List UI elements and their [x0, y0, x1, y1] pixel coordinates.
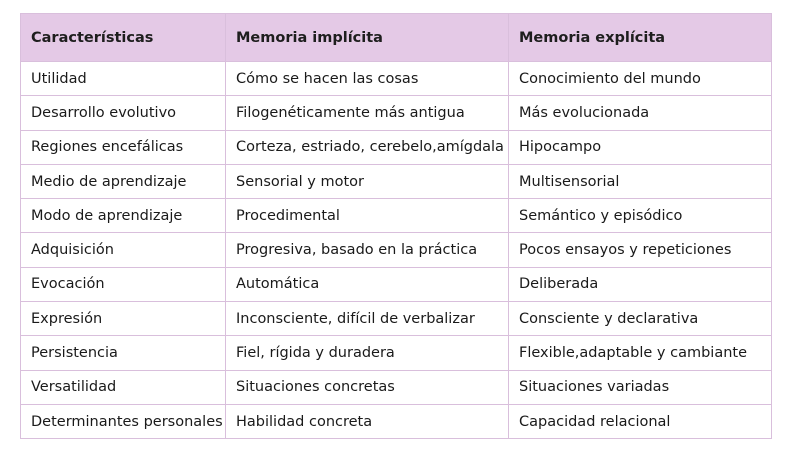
implicit-cell: Automática — [226, 267, 509, 301]
explicit-cell: Multisensorial — [509, 164, 772, 198]
explicit-cell: Situaciones variadas — [509, 370, 772, 404]
table-row — [21, 336, 772, 370]
row-label: Evocación — [21, 267, 226, 301]
implicit-cell: Cómo se hacen las cosas — [226, 62, 509, 96]
implicit-cell: Corteza, estriado, cerebelo,amígdala — [226, 130, 509, 164]
table-row — [21, 404, 772, 438]
header-caracteristicas: Características — [21, 14, 226, 62]
implicit-cell: Inconsciente, difícil de verbalizar — [226, 302, 509, 336]
explicit-cell: Más evolucionada — [509, 96, 772, 130]
explicit-cell: Semántico y episódico — [509, 199, 772, 233]
row-label: Expresión — [21, 302, 226, 336]
row-label: Desarrollo evolutivo — [21, 96, 226, 130]
row-label: Adquisición — [21, 233, 226, 267]
explicit-cell: Pocos ensayos y repeticiones — [509, 233, 772, 267]
table-row — [21, 267, 772, 301]
implicit-cell: Sensorial y motor — [226, 164, 509, 198]
table-row — [21, 130, 772, 164]
row-label: Persistencia — [21, 336, 226, 370]
table-row — [21, 233, 772, 267]
comparison-table-container — [20, 13, 771, 439]
header-memoria-implicita: Memoria implícita — [226, 14, 509, 62]
table-header-row — [21, 14, 772, 62]
row-label: Medio de aprendizaje — [21, 164, 226, 198]
row-label: Utilidad — [21, 62, 226, 96]
table-row — [21, 370, 772, 404]
row-label: Regiones encefálicas — [21, 130, 226, 164]
table-row — [21, 164, 772, 198]
implicit-cell: Progresiva, basado en la práctica — [226, 233, 509, 267]
row-label: Modo de aprendizaje — [21, 199, 226, 233]
implicit-cell: Procedimental — [226, 199, 509, 233]
table-row — [21, 199, 772, 233]
implicit-cell: Habilidad concreta — [226, 404, 509, 438]
implicit-cell: Filogenéticamente más antigua — [226, 96, 509, 130]
explicit-cell: Flexible,adaptable y cambiante — [509, 336, 772, 370]
explicit-cell: Capacidad relacional — [509, 404, 772, 438]
explicit-cell: Conocimiento del mundo — [509, 62, 772, 96]
row-label: Versatilidad — [21, 370, 226, 404]
table-row — [21, 96, 772, 130]
implicit-cell: Fiel, rígida y duradera — [226, 336, 509, 370]
header-memoria-explicita: Memoria explícita — [509, 14, 772, 62]
implicit-cell: Situaciones concretas — [226, 370, 509, 404]
row-label: Determinantes personales — [21, 404, 226, 438]
table-row — [21, 62, 772, 96]
memory-comparison-table — [20, 13, 772, 439]
explicit-cell: Consciente y declarativa — [509, 302, 772, 336]
table-row — [21, 302, 772, 336]
explicit-cell: Deliberada — [509, 267, 772, 301]
explicit-cell: Hipocampo — [509, 130, 772, 164]
